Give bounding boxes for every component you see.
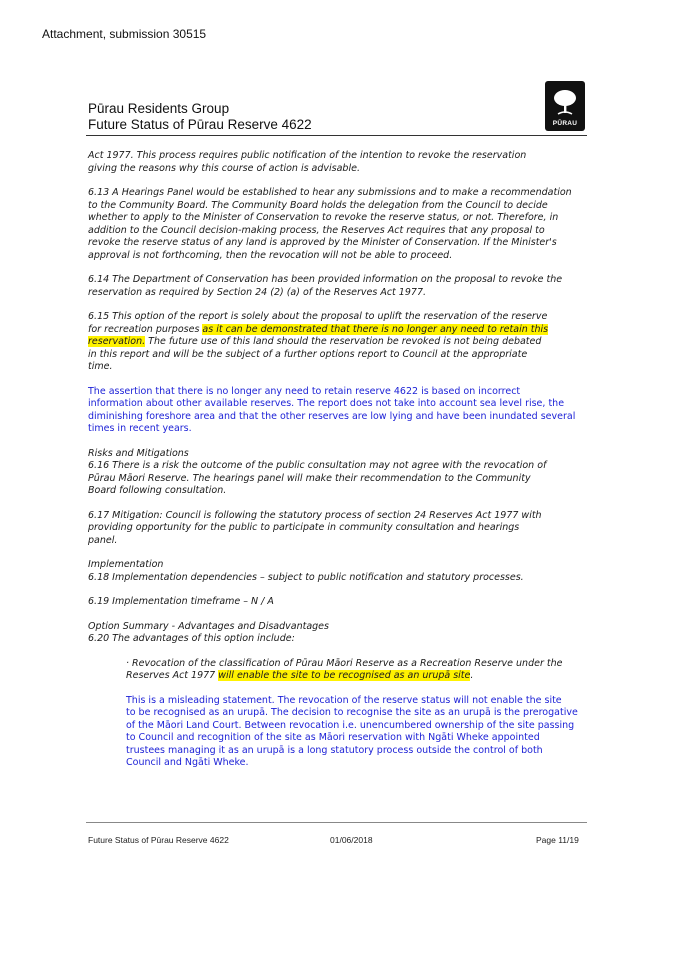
implementation: Implementation 6.18 Implementation dependencies – subject to public notification and statutory processes. [88,559,524,583]
paragraph-6-15-end: The future use of this land should the reservation be revoked is not being debated in this report and will be the subject of a further options report to Council at the appropriate time. [88,336,542,372]
paragraph-6-13: 6.13 A Hearings Panel would be established to hear any submissions and to make a recommendation to the Community Board. The Community Board holds the delegation from the Council to decide whether to apply to the Minister of Conservation to revoke the reserve status, or not. Therefore, in addition to the Council decision-making process, the Reserves Act requires that any proposal to revoke the reserve status of any land is approved by the Minister of Conservation. If the Minister's approval is not forthcoming, then the revocation will not be able to proceed. [88,187,572,261]
paragraph-6-17: 6.17 Mitigation: Council is following the statutory process of section 24 Reserves Act 1977 with providing opportunity for the public to participate in community consultation and hearings panel. [88,509,542,546]
highlighted-urupa-claim: will enable the site to be recognised as an urupā site [218,670,471,681]
risks-and-mitigations: Risks and Mitigations 6.16 There is a risk the outcome of the public consultation may not agree with the revocation of Pūrau Māori Reserve. The hearings panel will make their recommendation to the Community Board following consultation. [88,447,547,496]
header-divider [86,135,587,136]
document-header [88,101,312,133]
advantage-bullet-start: · Revocation of the classification of Pūrau Māori Reserve as a Recreation Reserve under the Reserves Act 1977 [126,657,563,681]
tree-emblem-icon [545,81,585,121]
logo-wordmark: PŪRAU [552,120,578,127]
paragraph-6-14: 6.14 The Department of Conservation has been provided information on the proposal to revoke the reservation as required by Section 24 (2) (a) of the Reserves Act 1977. [88,274,563,298]
paragraph-6-19: 6.19 Implementation timeframe – N / A [88,596,274,607]
document-title: Future Status of Pūrau Reserve 4622 [88,117,312,132]
footer-divider [86,822,587,823]
advantage-bullet-end: . [470,670,474,681]
organization-name: Pūrau Residents Group [88,101,230,116]
paragraph-6-15 [88,311,590,374]
purau-logo [545,81,585,131]
footer-date: 01/06/2018 [330,835,373,845]
attachment-label: Attachment, submission 30515 [42,27,207,41]
highlighted-claim: as it can be demonstrated that there is no longer any need to retain this reservation. [88,323,549,347]
annotation-comment-2: This is a misleading statement. The revocation of the reserve status will not enable the site to be recognised as an urupā. The decision to recognise the site as an urupā is the prerogative of the Māori Land Court. Between revocation i.e. unencumbered ownership of the site passing to Council and recognition of the site as Māori reservation with Ngāti Wheke appointed trustees managing it as an urupā is a long statutory process outside the control of both Council and Ngāti Wheke. [126,694,578,768]
advantage-bullet [126,658,590,683]
annotation-comment-1: The assertion that there is no longer any need to retain reserve 4622 is based on incorrect information about other available reserves. The report does not take into account sea level rise, the diminishing foreshore area and that the other reserves are low lying and have been inundated several times in recent years. [88,385,576,434]
footer-title: Future Status of Pūrau Reserve 4622 [88,835,229,845]
paragraph-continuation: Act 1977. This process requires public notification of the intention to revoke the reservation giving the reasons why this course of action is advisable. [88,150,527,174]
footer-page-number: Page 11/19 [536,835,579,845]
paragraph-6-15-start: 6.15 This option of the report is solely about the proposal to uplift the reservation of the reserve for recreation purposes [88,311,548,335]
document-body [88,150,590,770]
option-summary: Option Summary - Advantages and Disadvantages 6.20 The advantages of this option include: [88,620,329,644]
